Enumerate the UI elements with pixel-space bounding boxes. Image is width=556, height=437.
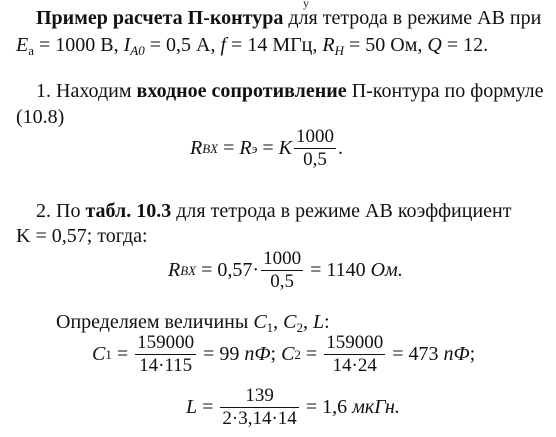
step1-suffix: П-контура по формуле — [346, 80, 544, 102]
step2-prefix: 2. По — [36, 200, 86, 222]
step2-coefficient: K = 0,57; тогда: — [16, 225, 148, 247]
formula-rbx-2: R BX = 0,57· $\frac{1000}{0,5}$ = 1140 Ом. — [168, 248, 403, 292]
step3-sep2: , — [303, 311, 314, 333]
stray-mark: y — [303, 0, 309, 10]
formula-capacitors: C 1 = $\frac{159000}{14\cdot 115}$ = 99 пФ ; C 2 = $\frac{159000}{14\cdot 24}$ = 473 пФ ; — [92, 332, 476, 376]
formula1-fraction — [294, 126, 336, 171]
subscript-h: H — [334, 43, 344, 58]
formula1-numerator: 1000 — [295, 126, 334, 147]
step3-text: Определяем величины — [56, 311, 254, 333]
formula2-eq1: = 0,57· — [196, 259, 260, 281]
header-rest: для тетрода в режиме АВ при — [283, 7, 542, 29]
step3-c2: C — [283, 311, 297, 333]
formula-c2-unit: пФ — [443, 343, 470, 365]
symbol-ia: I — [123, 34, 131, 56]
step1-line-2 — [16, 105, 64, 129]
formula-c1-unit: пФ — [244, 343, 271, 365]
formula-l-denominator: 2·3,14·14 — [222, 408, 297, 429]
formula-l-eq: = — [197, 396, 219, 418]
formula-l-numerator: 139 — [220, 385, 298, 408]
header-line-2 — [16, 33, 488, 57]
subscript-a: a — [28, 43, 34, 58]
formula-c2-numerator: 159000 — [326, 332, 384, 353]
header-line-1 — [36, 6, 541, 30]
step3-c1-sub: 1 — [266, 320, 274, 335]
formula1-k: K — [278, 137, 292, 159]
value-ia: = 0,5 А, — [144, 34, 221, 56]
step1-formula-ref: (10.8) — [16, 106, 65, 128]
formula1-end: . — [337, 137, 343, 159]
step3-end: : — [324, 311, 330, 333]
formula-c1-denominator: 14·115 — [139, 355, 193, 376]
formula-c1-lhs: C — [92, 343, 106, 365]
formula2-unit: Ом. — [370, 259, 403, 281]
step2-line-1 — [36, 199, 511, 223]
header-title: Пример расчета П-контура — [36, 7, 284, 29]
symbol-q: Q — [427, 34, 442, 56]
formula-c2-eq: = — [300, 343, 323, 365]
step3-sep1: , — [273, 311, 284, 333]
formula1-denominator: 0,5 — [303, 149, 327, 170]
formula2-result: = 1140 — [305, 259, 371, 281]
step3-c2-sub: 2 — [296, 320, 304, 335]
step1-term: входное сопротивление — [136, 80, 347, 102]
symbol-ea: E — [16, 34, 29, 56]
step3-line — [56, 310, 330, 334]
formula-inductance — [186, 385, 400, 430]
formula-c-end: ; — [469, 343, 476, 365]
symbol-f: f — [220, 34, 227, 56]
formula-l-result: = 1,6 — [300, 396, 353, 418]
formula2-fraction — [261, 248, 303, 293]
formula-c1-fraction — [135, 332, 196, 377]
formula-l-lhs: L — [186, 396, 198, 418]
formula1-mid: R — [239, 137, 252, 159]
step2-line-2 — [16, 224, 148, 248]
step2-table-ref: табл. 10.3 — [85, 200, 172, 222]
formula1-eq1: = — [218, 137, 240, 159]
formula1-eq2: = — [257, 137, 279, 159]
formula2-numerator: 1000 — [263, 248, 302, 269]
symbol-rh: R — [322, 34, 335, 56]
formula2-lhs: R — [168, 259, 181, 281]
formula-c-separator: ; — [270, 343, 282, 365]
formula-l-unit: мкГн. — [352, 396, 400, 418]
value-q: = 12. — [441, 34, 489, 56]
formula-c2-denominator: 14·24 — [332, 355, 377, 376]
value-rh: = 50 Ом, — [343, 34, 428, 56]
formula2-denominator: 0,5 — [270, 271, 294, 292]
step1-prefix: 1. Находим — [36, 80, 137, 102]
formula-c1-result: = 99 — [198, 343, 245, 365]
step1-line-1 — [36, 79, 544, 103]
formula1-lhs: R — [190, 137, 203, 159]
subscript-a0: A0 — [130, 43, 145, 58]
formula-c1-eq: = — [111, 343, 134, 365]
formula-l-fraction — [220, 385, 298, 430]
step3-l: L — [313, 311, 325, 333]
step2-suffix: для тетрода в режиме АВ коэффициент — [171, 200, 512, 222]
formula-c2-lhs: C — [281, 343, 295, 365]
formula-c2-result: = 473 — [387, 343, 444, 365]
step3-c1: C — [253, 311, 267, 333]
formula-c1-numerator: 159000 — [137, 332, 195, 353]
value-f: = 14 МГц, — [226, 34, 323, 56]
formula-rbx-1: R BX = R э = K $\frac{1000}{0,5}$ . — [190, 126, 343, 170]
value-ea: = 1000 В, — [34, 34, 124, 56]
formula-c2-fraction — [324, 332, 385, 377]
